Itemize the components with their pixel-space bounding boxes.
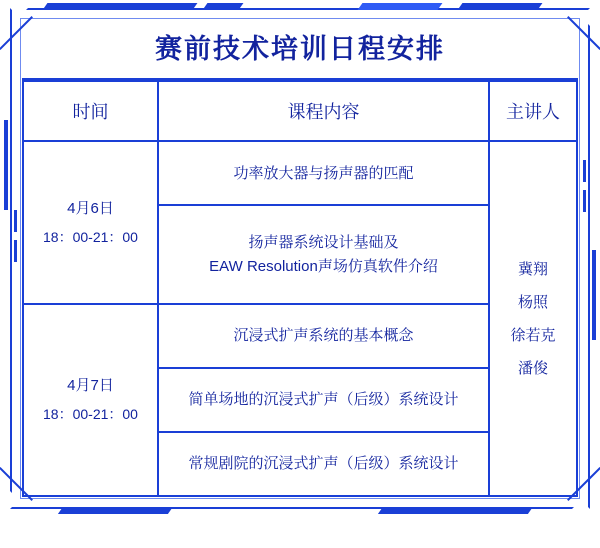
course-cell [158, 304, 489, 368]
time-cell-day1 [23, 141, 158, 303]
course-cell [158, 141, 489, 205]
tick-right-1 [583, 160, 586, 182]
speaker-cell [489, 141, 577, 496]
accent-bar-top-4 [458, 3, 543, 10]
course-line-1: 沉浸式扩声系统的基本概念 [233, 327, 414, 345]
header-time: 时间 [23, 81, 158, 141]
accent-bar-top-1 [43, 3, 198, 10]
course-cell [158, 368, 489, 432]
course-line-1: 功率放大器与扬声器的匹配 [233, 164, 414, 182]
date-label-day2: 4月7日 [67, 377, 114, 395]
speaker-name: 冀翔 [517, 260, 548, 278]
speaker-name: 徐若克 [510, 326, 556, 344]
poster-content [22, 20, 578, 497]
page-title: 赛前技术培训日程安排 [22, 20, 578, 80]
schedule-table [22, 80, 578, 497]
time-cell-day2 [23, 304, 158, 496]
table-row [23, 141, 577, 205]
table-header-row [23, 81, 577, 141]
course-cell [158, 205, 489, 303]
accent-bar-top-2 [203, 3, 244, 10]
header-speaker: 主讲人 [489, 81, 577, 141]
tick-right-2 [583, 190, 586, 212]
course-cell [158, 432, 489, 496]
hours-label-day2: 18：00-21：00 [43, 405, 138, 422]
course-line-1: 简单场地的沉浸式扩声（后级）系统设计 [188, 391, 459, 409]
tick-left-2 [14, 240, 17, 262]
accent-bar-right [592, 250, 596, 340]
accent-bar-bottom-1 [58, 508, 172, 514]
course-line-1: 扬声器系统设计基础及 [248, 234, 399, 252]
accent-bar-left [4, 120, 8, 210]
tick-left-1 [14, 210, 17, 232]
speaker-name: 杨照 [517, 293, 548, 311]
course-line-1: 常规剧院的沉浸式扩声（后级）系统设计 [188, 455, 459, 473]
course-line-2: EAW Resolution声场仿真软件介绍 [209, 257, 438, 275]
header-course: 课程内容 [158, 81, 489, 141]
hours-label-day1: 18：00-21：00 [43, 228, 138, 245]
accent-bar-bottom-2 [378, 508, 532, 514]
accent-bar-top-3 [358, 3, 443, 10]
speaker-name: 潘俊 [517, 359, 548, 377]
date-label-day1: 4月6日 [67, 200, 114, 218]
